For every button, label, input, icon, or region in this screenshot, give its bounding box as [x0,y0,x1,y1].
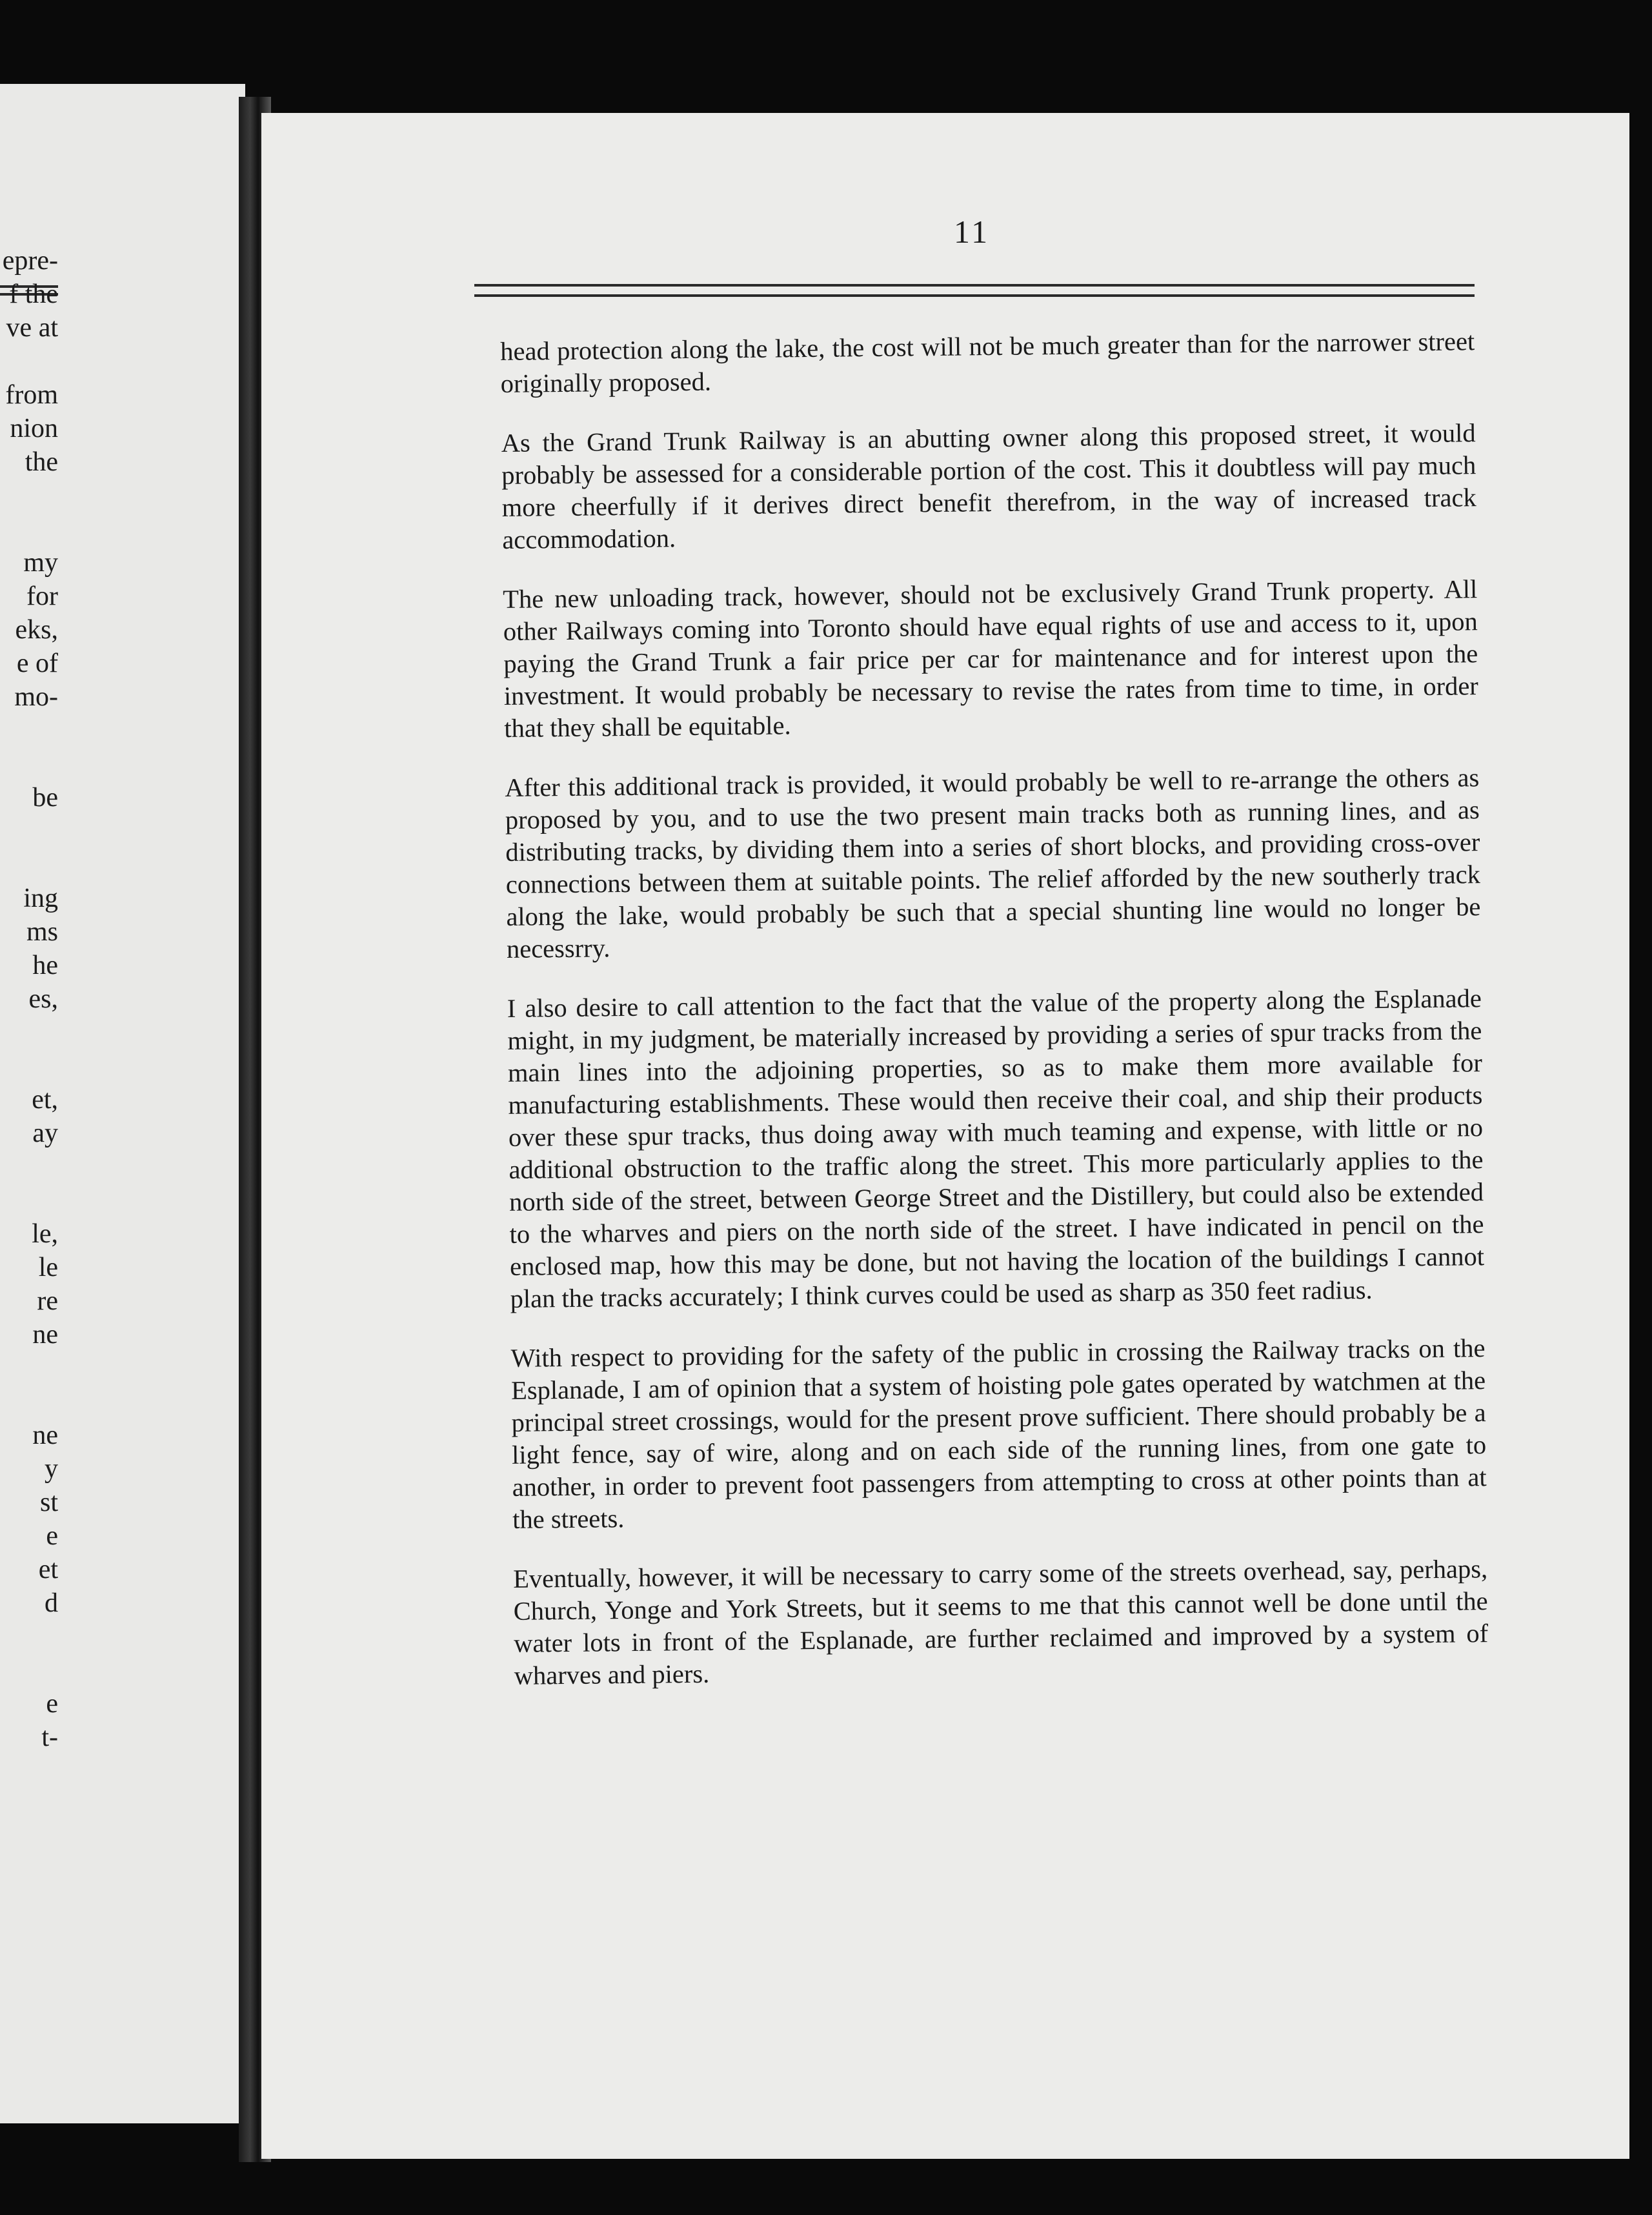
previous-page-line-fragment: ms [26,917,58,947]
previous-page-line-fragment: et [38,1555,58,1584]
previous-page-line-fragment: ne [32,1320,58,1350]
previous-page-line-fragment: nion [10,414,58,443]
previous-page-line-fragment: e [46,1521,58,1551]
previous-page-fragment [0,84,245,2123]
previous-page-line-fragment: epre- [2,246,58,276]
paragraph: After this additional track is provided, it would probably be well to re-arrange the others as proposed by you, and to use the two present main tracks both as running lines, and as distributing tracks, by dividing them into a series of short blocks, and providing cross-over connections between them at suitable points. The relief afforded by the new southerly track along the lake, would probably be such that a special shunting line would no longer be necessrry. [505,763,1481,964]
previous-page-line-fragment: d [45,1588,58,1618]
previous-page-line-fragment: he [32,951,58,980]
previous-page-line-fragment: be [32,783,58,813]
paragraph: As the Grand Trunk Railway is an abutting owner along this proposed street, it would probably be assessed for a considerable portion of the cost. This it doubtless will pay much more cheerfully if it derives direct benefit therefrom, in the way of increased track accommodation. [501,418,1476,554]
previous-page-line-fragment: for [26,582,58,611]
previous-page-line-fragment: mo- [14,682,58,712]
previous-page-line-fragment: f the [9,279,58,309]
previous-page-line-fragment: ay [32,1118,58,1148]
previous-page-line-fragment: st [39,1488,58,1517]
previous-page-line-fragment: e of [16,649,58,678]
previous-page-line-fragment: re [37,1286,58,1316]
previous-page-line-fragment: e [46,1689,58,1719]
paragraph: I also desire to call attention to the fact that the value of the property along the Esplanade might, in my judgment, be materially increased by providing a series of spur tracks from the main lines into the adjoining properties, so as to make them more available for manufacturing establishments. These would then receive their coal, and ship their products over these spur tracks, thus doing away with much teaming and expense, with little or no additional obstruction to the traffic along the street. This more particularly applies to the north side of the street, between George Street and the Distillery, but could also be extended to the wharves and piers on the north side of the street. I have indicated in pencil on the enclosed map, how this may be done, but not having the location of the buildings I cannot plan the tracks accurately; I think curves could be used as sharp as 350 feet radius. [507,984,1485,1313]
previous-page-line-fragment: es, [28,984,58,1014]
previous-page-line-fragment: y [45,1454,58,1484]
paragraph: The new unloading track, however, should not be exclusively Grand Trunk property. All other Railways coming into Toronto should have equal rights of use and access to it, upon paying the Grand Trunk a fair price per car for maintenance and for interest upon the investment. It would probably be necessary to revise the rates from time to time, in order that they shall be equitable. [503,574,1479,743]
previous-page-line-fragment: ing [23,884,58,913]
previous-page-line-fragment: from [5,380,58,410]
previous-page-line-fragment: le, [32,1219,58,1249]
previous-page-line-fragment: et, [32,1085,58,1115]
header-rule [474,284,1475,297]
paragraph: Eventually, however, it will be necessary to carry some of the streets overhead, say, perhaps, Church, Yonge and York Streets, but it seems to me that this cannot well be done until the water lots in front of the Esplanade, are further reclaimed and improved by a system of wharves and piers. [512,1554,1489,1690]
previous-page-line-fragment: my [23,548,58,578]
previous-page-line-fragment: the [25,447,58,477]
previous-page-line-fragment: ne [32,1421,58,1450]
previous-page-line-fragment: eks, [15,615,58,645]
previous-page-line-fragment: t- [41,1723,58,1752]
paragraph: With respect to providing for the safety of the public in crossing the Railway tracks on the Esplanade, I am of opinion that a system of hoisting pole gates operated by watchmen at the principal street crossings, would for the present prove sufficient. There should probably be a light fence, say of wire, along and on each side of the running lines, from one gate to another, in order to prevent foot passengers from attempting to cross at other points than at the streets. [510,1333,1487,1534]
page-number: 11 [954,214,991,250]
previous-page-line-fragment: le [38,1253,58,1282]
previous-page-line-fragment: ve at [6,313,58,343]
page-body [500,325,1492,1975]
paragraph: head protection along the lake, the cost will not be much greater than for the narrower street originally proposed. [500,327,1475,398]
